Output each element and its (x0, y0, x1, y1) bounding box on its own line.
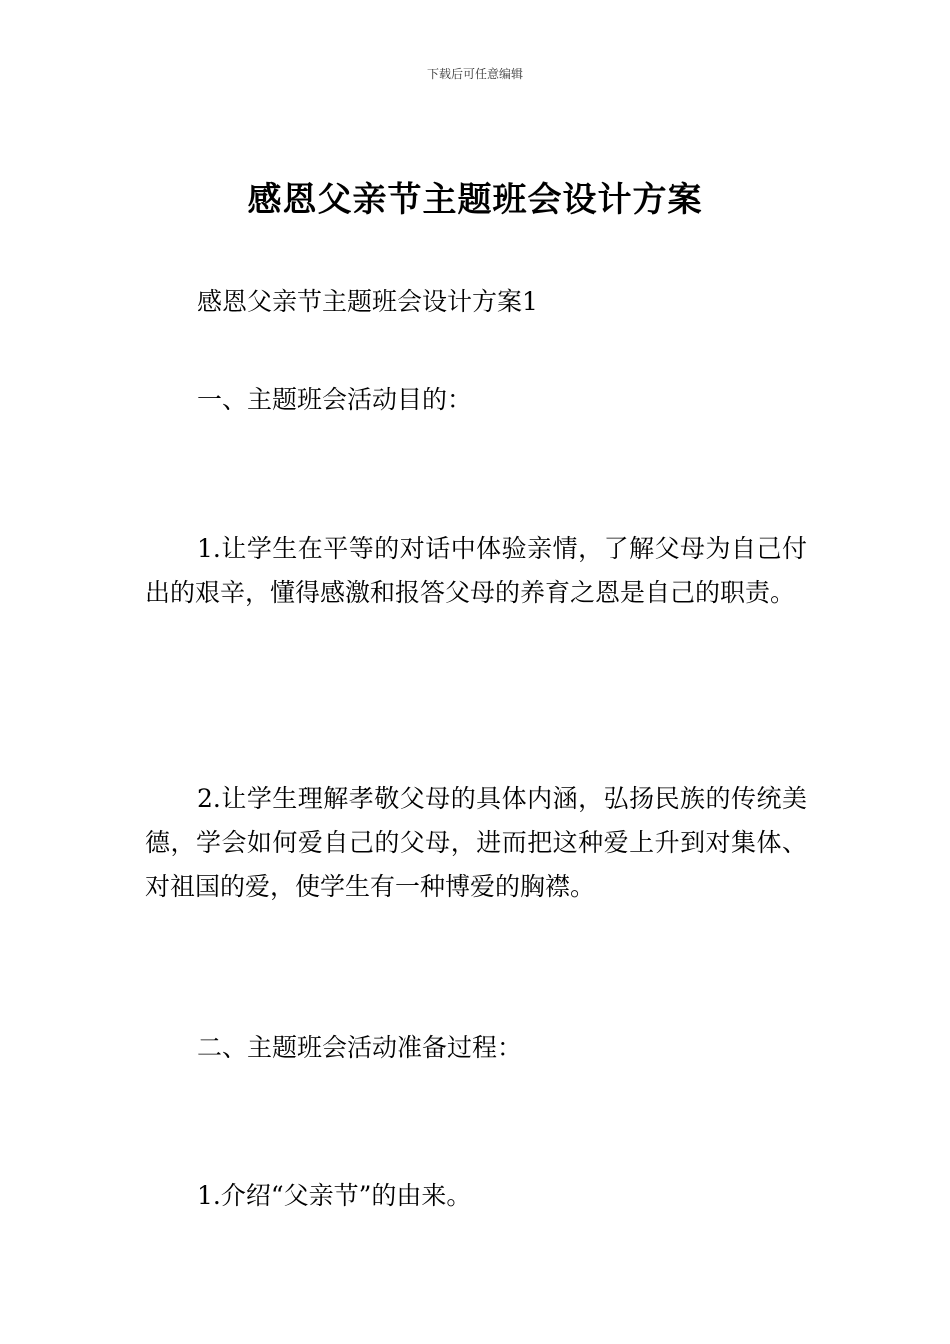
preparation-item-1: 1.介绍“父亲节”的由来。 (197, 1181, 472, 1210)
document-title: 感恩父亲节主题班会设计方案 (247, 180, 703, 220)
section-heading-preparation: 二、主题班会活动准备过程： (197, 1033, 523, 1062)
purpose-item-2: 2.让学生理解孝敬父母的具体内涵，弘扬民族的传统美德，学会如何爱自己的父母，进而把这种爱上升到对集体、对祖国的爱，使学生有一种博爱的胸襟。 (145, 784, 807, 901)
section-heading-purpose: 一、主题班会活动目的： (197, 385, 473, 414)
document-subtitle: 感恩父亲节主题班会设计方案1 (197, 287, 538, 316)
purpose-item-1: 1.让学生在平等的对话中体验亲情，了解父母为自己付出的艰辛，懂得感激和报答父母的养育之恩是自己的职责。 (145, 534, 807, 607)
header-note: 下载后可任意编辑 (426, 67, 523, 81)
